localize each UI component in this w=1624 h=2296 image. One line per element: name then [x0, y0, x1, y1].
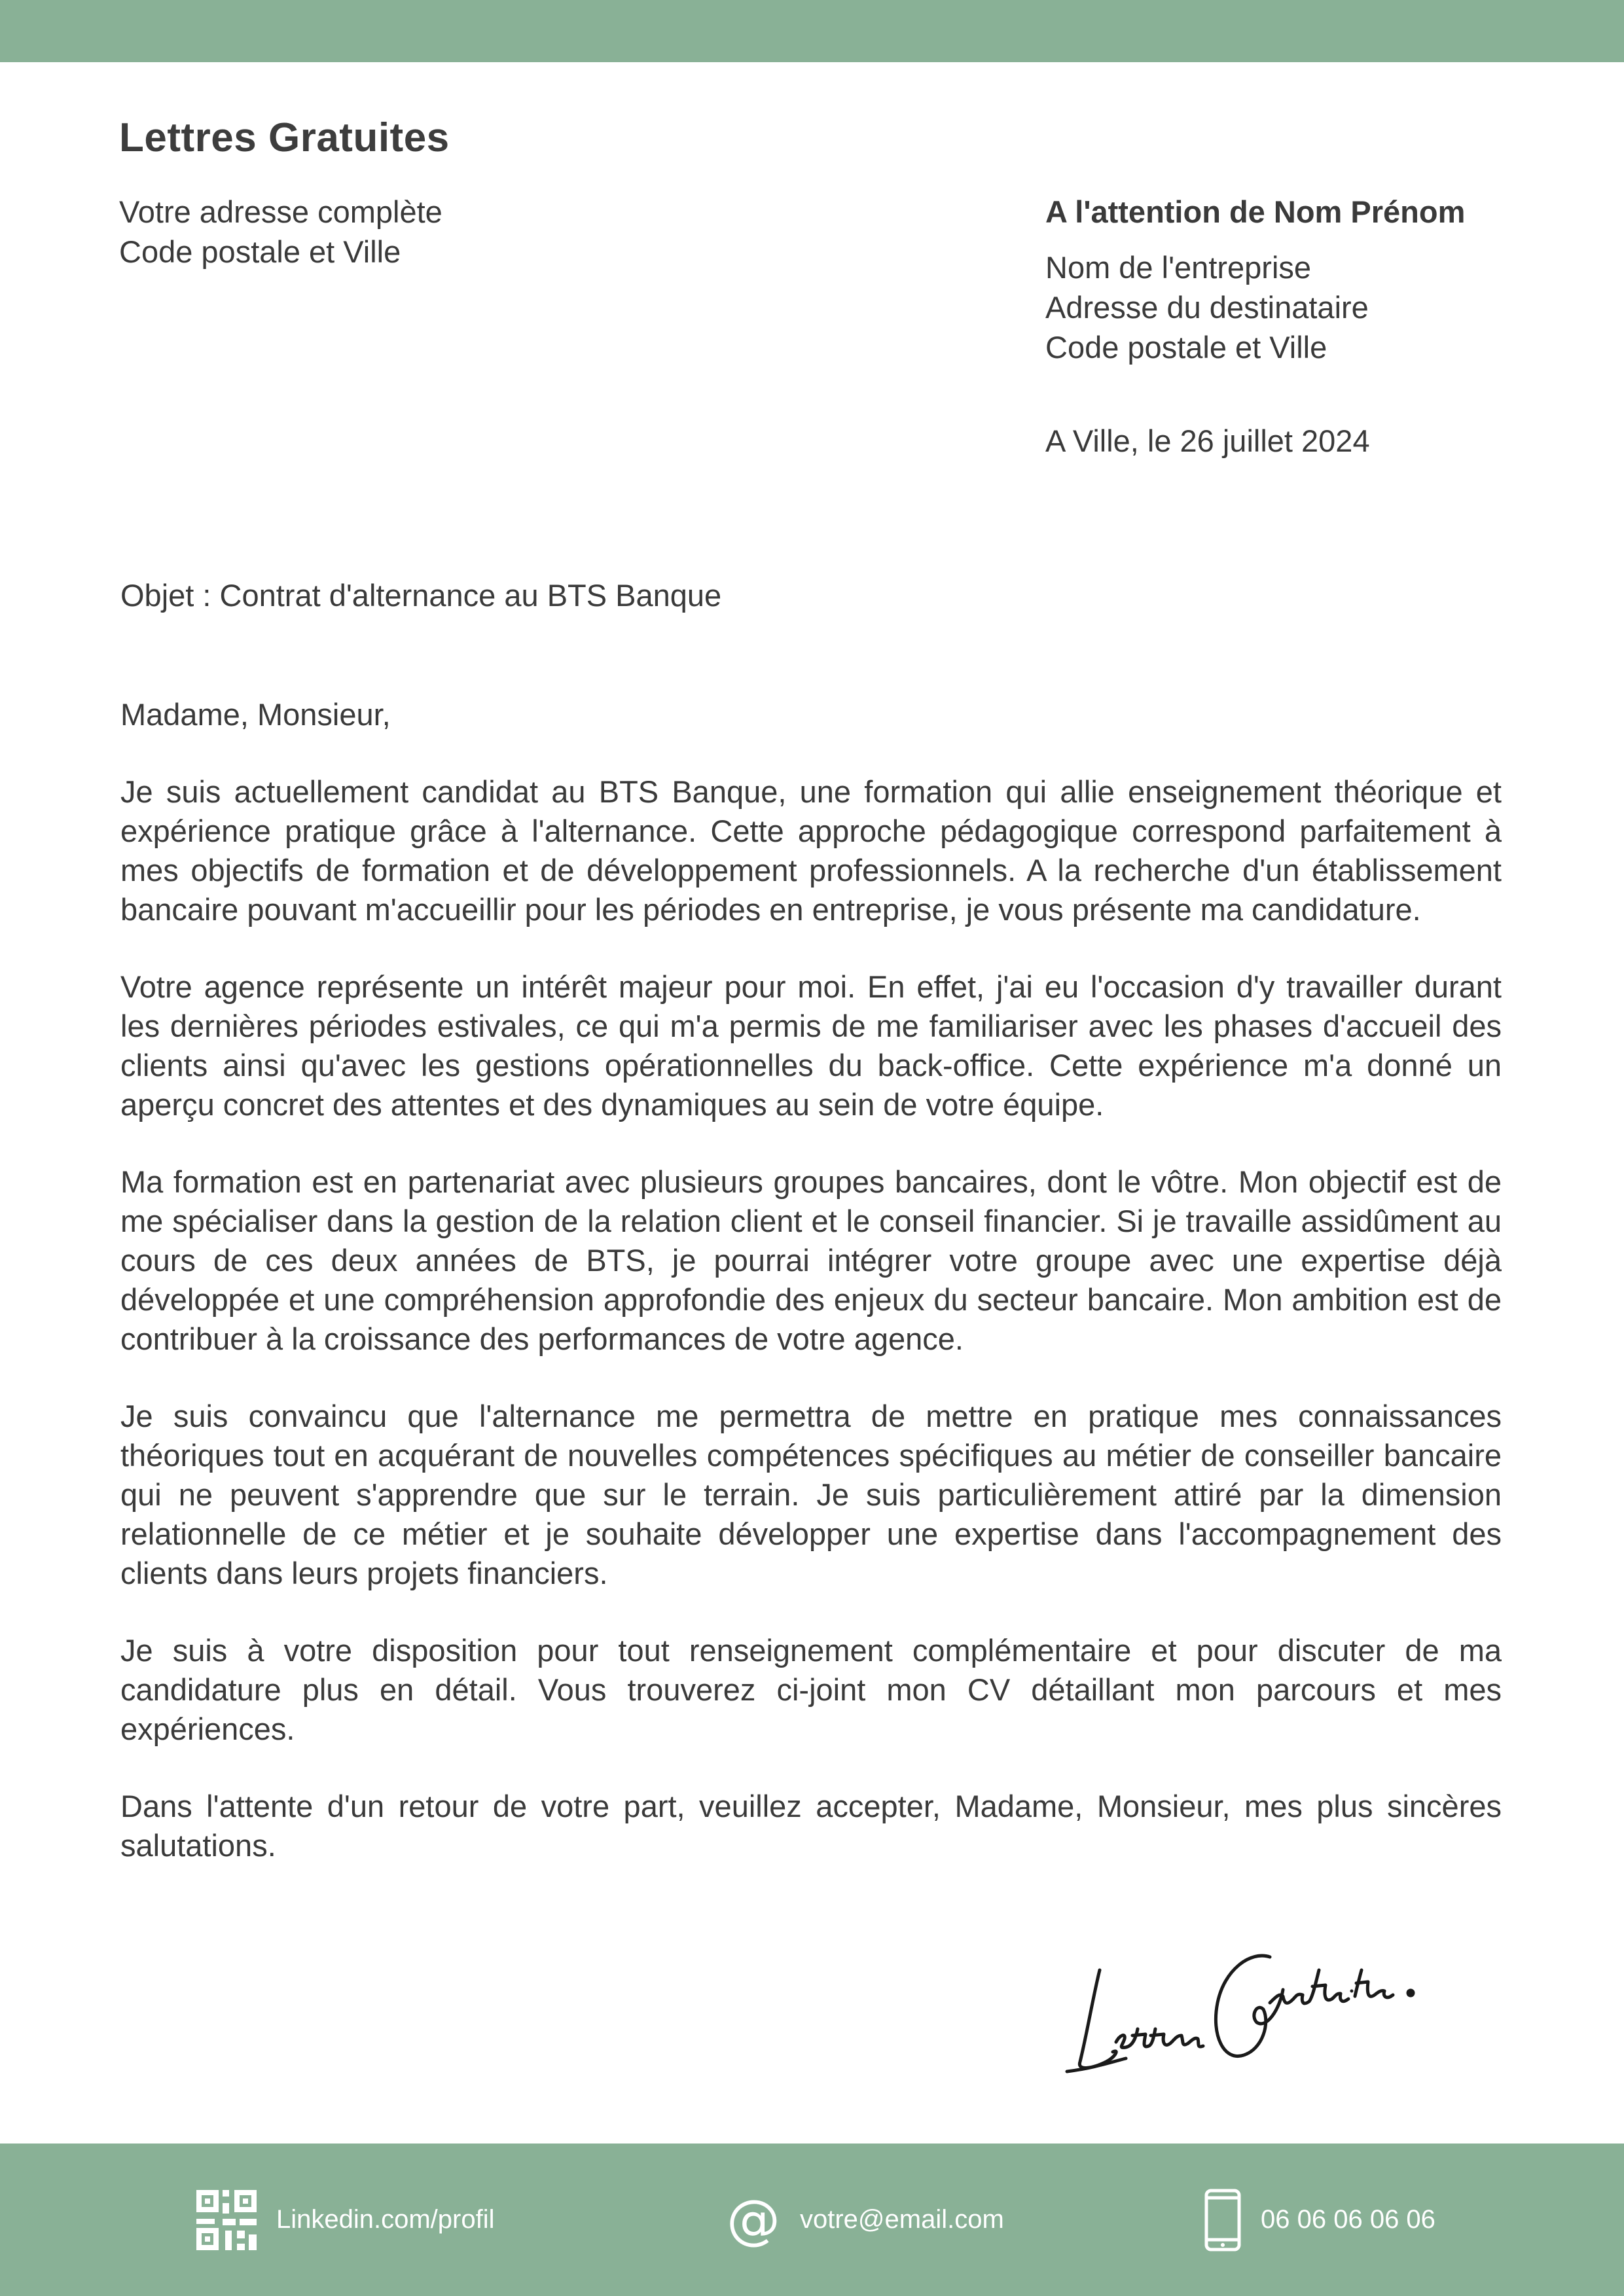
recipient-city: Code postale et Ville: [1045, 330, 1327, 365]
footer-linkedin[interactable]: [196, 2144, 495, 2296]
sender-address-line2: Code postale et Ville: [119, 234, 401, 269]
recipient-address: [1045, 247, 1543, 367]
letter-date: A Ville, le 26 juillet 2024: [1045, 423, 1370, 458]
recipient-block: [1045, 192, 1543, 367]
footer-phone-text: 06 06 06 06 06: [1261, 2205, 1435, 2234]
body-paragraph: Je suis convaincu que l'alternance me permettra de mettre en pratique mes connaissances théoriques tout en acquérant de nouvelles compétences spécifiques au métier de conseiller bancaire qui ne peuvent s'apprendre que sur le terrain. Je suis particulièrement attiré par la dimension relationnelle de ce métier et je souhaite développer une expertise dans l'accompagnement des clients dans leurs projets financiers.: [120, 1399, 1502, 1590]
footer-email[interactable]: [727, 2144, 1004, 2296]
footer-band: [0, 2144, 1624, 2296]
letter-subject: Objet : Contrat d'alternance au BTS Banque: [120, 578, 722, 613]
body-paragraph: Je suis à votre disposition pour tout renseignement complémentaire et pour discuter de ma candidature plus en détail. Vous trouverez ci-joint mon CV détaillant mon parcours et mes expériences.: [120, 1633, 1502, 1746]
recipient-company: Nom de l'entreprise: [1045, 250, 1312, 285]
sender-address: [119, 192, 442, 272]
body-paragraph: Votre agence représente un intérêt majeur pour moi. En effet, j'ai eu l'occasion d'y travailler durant les dernières périodes estivales, ce qui m'a permis de me familiariser avec les phases d'accueil des clients ainsi qu'avec les gestions opérationnelles du back-office. Cette expérience m'a donné un aperçu concret des attentes et des dynamiques au sein de votre équipe.: [120, 969, 1502, 1122]
at-sign-icon: @: [727, 2188, 780, 2251]
footer-linkedin-text: Linkedin.com/profil: [276, 2205, 495, 2234]
footer-phone[interactable]: [1204, 2144, 1435, 2296]
qr-code-icon: [196, 2190, 257, 2250]
handwritten-signature: [1054, 1931, 1434, 2088]
salutation: Madame, Monsieur,: [120, 697, 391, 732]
recipient-street: Adresse du destinataire: [1045, 290, 1369, 325]
letter-body: [120, 695, 1502, 1903]
sender-name: Lettres Gratuites: [119, 115, 450, 160]
recipient-attention: A l'attention de Nom Prénom: [1045, 194, 1466, 229]
top-accent-band: [0, 0, 1624, 62]
footer-email-text: votre@email.com: [800, 2205, 1004, 2234]
body-paragraph: Dans l'attente d'un retour de votre part, veuillez accepter, Madame, Monsieur, mes plus sincères salutations.: [120, 1789, 1502, 1863]
smartphone-icon: [1204, 2189, 1241, 2251]
body-paragraph: Ma formation est en partenariat avec plusieurs groupes bancaires, dont le vôtre. Mon objectif est de me spécialiser dans la gestion de la relation client et le conseil financier. Si je travaille assidûment au cours de ces deux années de BTS, je pourrai intégrer votre groupe avec une expertise déjà développée et une compréhension approfondie des enjeux du secteur bancaire. Mon ambition est de contribuer à la croissance des performances de votre agence.: [120, 1164, 1502, 1356]
sender-address-line1: Votre adresse complète: [119, 194, 442, 229]
body-paragraph: Je suis actuellement candidat au BTS Banque, une formation qui allie enseignement théorique et expérience pratique grâce à l'alternance. Cette approche pédagogique correspond parfaitement à mes objectifs de formation et de développement professionnels. A la recherche d'un établissement bancaire pouvant m'accueillir pour les périodes en entreprise, je vous présente ma candidature.: [120, 774, 1502, 927]
